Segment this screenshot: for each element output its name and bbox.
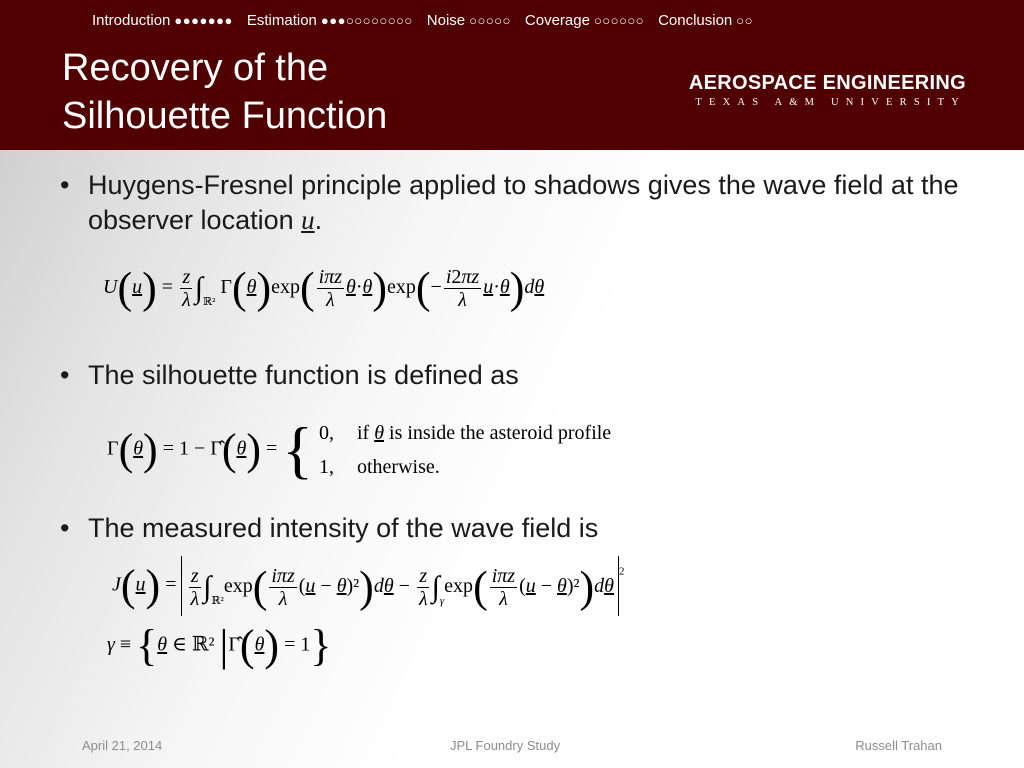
slide-title-line-2: Silhouette Function bbox=[62, 95, 388, 137]
bullet-silhouette-definition bbox=[60, 358, 960, 393]
gamma-set-definition: γ ≡ {θ ∈ ℝ² |Γ̂(θ) = 1} bbox=[107, 621, 332, 670]
progress-dots: ●●●●●●● bbox=[174, 13, 233, 28]
case-inside: 0, if θ is inside the asteroid profile bbox=[318, 422, 612, 444]
wave-field-equation: U(u) = $\frac{z}{\lambda}$ $\int_{ℝ^2}$ Γ(θ)exp( $\frac{\text{iπz}}{\lambda}$ θ·θ)exp(− $\frac{i2\pi z}{\lambda}$ u·θ)dθ bbox=[103, 263, 545, 313]
brand-subtitle: TEXAS A&M UNIVERSITY bbox=[695, 97, 966, 108]
nav-item-introduction[interactable]: Introduction ●●●●●●● bbox=[92, 12, 233, 29]
bullet-text: The measured intensity of the wave field is bbox=[88, 513, 599, 543]
progress-dots: ○○ bbox=[736, 13, 753, 28]
bullet-huygens-fresnel: • Huygens-Fresnel principle applied to shadows gives the wave field at the observer location u. bbox=[60, 170, 959, 235]
intensity-equation: J(u) = $\frac{z}{\lambda}$ $\int_{ℝ^2}\exp$( $\frac{\text{iπz}}{\lambda}$ (u − θ)²)dθ − $\frac{z}{\lambda}$ $\int_\gamma\exp$( $\frac{\text{iπz}}{\lambda}$ $(u - \theta)^2)d\theta^2$ bbox=[112, 556, 625, 616]
bullet-text: Huygens-Fresnel principle applied to shadows gives the wave field at the observer location bbox=[88, 170, 959, 235]
progress-dots: ○○○○○○ bbox=[593, 13, 645, 28]
progress-dots: ●●●○○○○○○○○ bbox=[320, 13, 413, 28]
brand-name: AEROSPACE ENGINEERING bbox=[688, 72, 966, 94]
bullet-icon: • bbox=[60, 360, 70, 390]
nav-item-conclusion[interactable]: Conclusion ○○ bbox=[658, 12, 753, 29]
brand-logo bbox=[676, 72, 966, 110]
nav-item-coverage[interactable]: Coverage ○○○○○○ bbox=[524, 12, 645, 29]
footer-title: JPL Foundry Study bbox=[450, 738, 561, 753]
silhouette-function-equation: Γ(θ) = 1 − Γ̂(θ) = { 0, if θ is inside the asteroid profile 1, otherwise. bbox=[107, 414, 612, 485]
slide-title-line-1: Recovery of the bbox=[62, 47, 329, 89]
bullet-icon: • bbox=[60, 170, 70, 200]
header-bar bbox=[0, 0, 1024, 150]
bullet-text: The silhouette function is defined as bbox=[88, 360, 519, 390]
section-nav bbox=[92, 12, 952, 34]
observer-variable: u bbox=[301, 205, 315, 235]
slide-title bbox=[62, 44, 582, 140]
footer-author: Russell Trahan bbox=[855, 738, 942, 753]
bullet-icon: • bbox=[60, 513, 70, 543]
progress-dots: ○○○○○ bbox=[469, 13, 511, 28]
footer-date: April 21, 2014 bbox=[82, 738, 163, 753]
nav-item-estimation[interactable]: Estimation ●●●○○○○○○○○ bbox=[246, 12, 413, 29]
case-otherwise: 1, otherwise. bbox=[318, 456, 440, 478]
nav-item-noise[interactable]: Noise ○○○○○ bbox=[426, 12, 511, 29]
bullet-measured-intensity bbox=[60, 511, 960, 546]
